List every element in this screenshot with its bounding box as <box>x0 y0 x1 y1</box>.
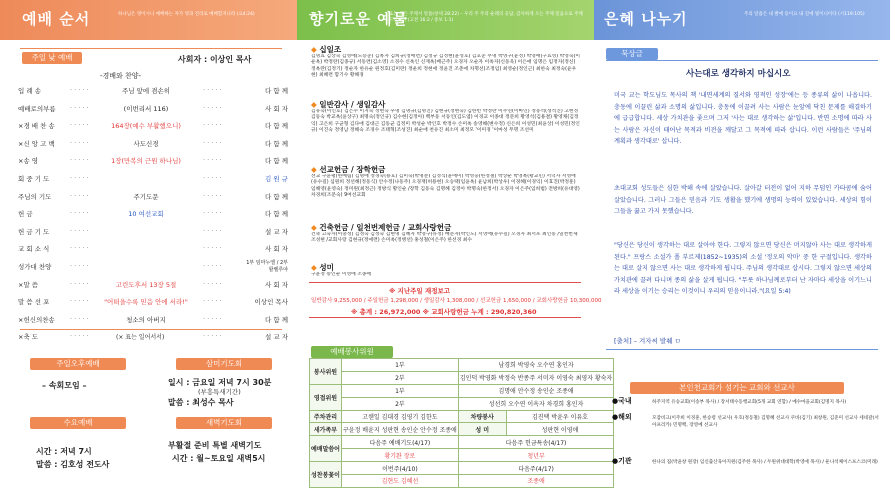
dawn-prayer-title: 부활절 준비 특별 새벽기도 <box>168 441 262 450</box>
table-cell: 남경희 박영숙 오수연 홍인자 <box>458 359 613 372</box>
order-leader: · · · · · <box>70 103 89 112</box>
table-cell: 1부 <box>341 384 458 397</box>
table-row <box>310 397 614 410</box>
offering-section-head: ◆ 선교헌금 / 장학헌금 <box>311 165 386 174</box>
offering-section-body: 구윤정 송인순 이영애 조종애 <box>311 272 372 277</box>
worship-order-column <box>0 0 297 492</box>
mission-row-overseas <box>612 414 882 450</box>
order-row <box>18 156 288 174</box>
offerings-title: 향기로운 예물 <box>309 10 409 28</box>
order-leader: · · · · · <box>203 279 222 288</box>
order-row <box>18 315 288 333</box>
order-leader: · · · · · <box>203 121 222 130</box>
table-row <box>310 436 614 449</box>
table-row <box>310 449 614 462</box>
offering-section-head: ◆ 일반감사 / 생일감사 <box>311 100 386 109</box>
offering-section-body: 김유숙(이인호) 김은수 이지숙 정현숙 우명 김명규(김명진) 김현규(정현숙) 김한빈 박정란 이주연(이마인) 정동석(성석진) 고현정 김동숙 박교옥(윤상구) 최명숙(정인규) 김수현(김정아) 백부동 서동인(김도엽) 이경교 이종대 정문희 황영석(김용결) 황영채(김정익) 고은희 구균형 김다애 김대근 김동균 김정미 박성순 박인호 박정수 손미옥 송영해(변수정) 신은희 이성민(최윤상) 이성민(정인규) 이진숙 정영남 정해숙 조경수 조태혁(조성진) 최순애 천유진 최소미 최정모 '이미경 '이마성 무명 조선미 <box>311 109 580 134</box>
order-leader: · · · · · <box>203 244 222 253</box>
table-row <box>310 359 614 372</box>
grace-sharing-title: 은혜 나누기 <box>604 10 688 28</box>
order-leader: · · · · · <box>203 191 222 200</box>
table-cell: 다음주(4/17) <box>458 462 613 475</box>
prayer-meeting-time: 일시 : 금요일 저녁 7시 30분 <box>168 378 272 387</box>
offering-section-head: ◆ 건축헌금 / 일천번제헌금 / 교회사랑헌금 <box>311 223 452 232</box>
table-cell: 구윤정 배윤지 성판현 송인순 안수정 조종애 <box>341 423 458 436</box>
offering-section-head: ◆ 십일조 <box>311 45 342 54</box>
offering-section-body: 선교 구윤평(한예림) 김명애 정경숙(용호) 김미숙(박명분) 김정식(윤애미) 박영웅(한정철) 박상순 박영옥(황교민) 서덕자 서영애(유수길) 심원희 정선해(정동식) 안수정(나동주) 오경재(허용현) 오승택(임윤옥) 윤남희(박상우) 이경혜(이경익) 이효진(박정훈) 임해영(윤영숙) 정미원(최정근) 정방식 황인순 /장학 김동숙 김명혜 김정아 박명숙(한정서) 오경자 이은주(임희범) 전방희(유대영) 차경희(조문숙) 9여선교회 <box>311 174 580 199</box>
table-row <box>310 410 614 423</box>
order-leader: · · · · · <box>70 226 89 235</box>
order-person: 설 교 자 <box>265 333 288 342</box>
order-content: 주기도문 <box>133 192 159 201</box>
order-item: 회 중 기 도 <box>18 175 50 183</box>
order-leader: · · · · · <box>203 138 222 147</box>
order-content: 164장(예수 부활했으니) <box>111 122 181 131</box>
order-item: 말 씀 선 포 <box>18 298 50 307</box>
prayer-meeting-tag: 삼미기도회 <box>176 358 272 370</box>
order-row <box>18 174 288 192</box>
order-leader: · · · · · <box>70 297 89 306</box>
praise-subtitle: -경배와 찬양- <box>100 72 142 80</box>
order-person: 사 회 자 <box>265 280 288 289</box>
table-row <box>310 384 614 397</box>
table-row <box>310 475 614 488</box>
order-item: ×송 영 <box>18 157 39 166</box>
order-row <box>18 209 288 227</box>
table-cell: 1부 <box>341 359 458 372</box>
order-item: 교 회 소 식 <box>18 245 50 254</box>
table-cell: 황기완 장로 <box>341 449 458 462</box>
order-leader: · · · · · <box>70 138 89 147</box>
offerings-column <box>297 0 613 492</box>
order-row <box>18 280 288 298</box>
table-cell: 김명애 안수정 송인순 조종애 <box>458 384 613 397</box>
order-person: 다 함 께 <box>265 139 288 148</box>
presider: 사회자 : 이상인 목사 <box>178 55 252 64</box>
order-item: 성가대 찬양 <box>18 263 52 271</box>
mission-text: 한나의 집(박윤창 원장) 임신출산육아지원(김주한 목사) / 두원위대대학(박영애 목사) / 둔나석체이스프스코(미래) <box>652 460 878 465</box>
table-cell: 청년부 <box>458 449 613 462</box>
volunteers-tag: 예배봉사위원 <box>311 346 393 358</box>
grace-sharing-column <box>594 0 890 492</box>
table-cell: 이번주(4/10) <box>341 462 458 475</box>
order-content: 고린도후서 13장 5절 <box>115 280 177 289</box>
mission-head: ●해외 <box>612 413 632 421</box>
table-cell: 2부 <box>341 397 458 410</box>
order-content: 주님 앞에 겸손히 <box>121 87 171 95</box>
table-cell: 조종애 <box>458 475 613 488</box>
order-item: 입 례 송 <box>18 87 41 95</box>
order-item: ×헌신의찬송 <box>18 315 55 324</box>
wednesday-worship-tag: 수요예배 <box>30 417 126 429</box>
order-leader: · · · · · <box>70 244 89 253</box>
mission-tag: 본인천교회가 섬기는 교회와 선교사 <box>630 382 844 394</box>
offering-section-body: 김명효 김상숙 김영애(노승준) 김옥자 김희규(정애련) 김정규 김정현(윤성호) 김호준 무명 박영구(윤정) 박영애(구효영) 박영숙(이운옥) 박정란(김종규) 서동련(김소영) 소경수 신옥인 신재옥(배근주) 오경자 오순자 이옥자(신동욱) 이은애 임명은 임정자(정신) 정옥란(김정기) 정순자 한유순 원정호(김미란) 정운희 정현애 정윤진 조춘애 차명선(조정임) 최영순(정인근) 최한숙 최정숙(윤우현) 최혜련 함기수 황해경 <box>311 54 581 79</box>
table-cell: 고웬일 김대경 김영기 김한도 <box>341 410 458 423</box>
table-cell: 주차관리 <box>310 410 342 423</box>
order-person: 다 함 께 <box>265 192 288 201</box>
table-cell: 성 미 <box>458 423 506 436</box>
meditation-title: 사는대로 생각하지 마십시오 <box>686 69 791 79</box>
standing-note: (× 표는 일어서서) <box>116 334 165 341</box>
meditation-paragraph: 초대교회 성도들은 심한 박해 속에 살았습니다. 살아갈 터전이 없어 지하 무덤인 카타콤에 숨어 살았습니다. 그러나 그들은 믿음과 기도 생활을 했기에 생명의 능력이 있었습니다. 세상의 힘이 그들을 꿇고 가지 못했습니다. <box>614 185 872 215</box>
order-content: "어떠을수록 믿음 안에 서라!" <box>104 298 188 307</box>
grace-sharing-header <box>594 0 890 40</box>
order-leader: · · · · · <box>70 174 89 182</box>
order-row <box>18 139 288 157</box>
table-cell: 다음주 예배기도(4/17) <box>341 436 458 449</box>
order-person: 사 회 자 <box>265 245 288 254</box>
order-leader: · · · · · <box>203 86 222 94</box>
table-row <box>310 462 614 475</box>
offering-section-body: 건축 고숙자(이충성) 김정숙 김정숙 김현명 김혜자 박영구(유정) 배문자(박인도) 서영애(유수길) 오경자 최서포 최인동 /일천번제 조성현 /교회사랑 김현규(정애련) 손미옥(정병선) 홍성철(이은주) 한선경 최수 <box>311 232 578 244</box>
order-person: 다 함 께 <box>265 122 288 131</box>
order-leader: · · · · · <box>70 332 89 341</box>
table-cell: 다음주 헌금특송(4/17) <box>458 436 613 449</box>
finance-report-items: 일반감사 9,255,000 / 주일헌금 1,298,000 / 생일감사 1,308,000 / 선교헌금 1,650,000 / 교회사랑헌금 10,300,000 <box>311 298 602 304</box>
order-person: 1부 임마누엘 / 2부 할렐루야 <box>246 260 288 273</box>
table-cell: 성찬봉꽃이 <box>310 462 342 488</box>
table-row <box>310 423 614 436</box>
order-leader: · · · · · <box>70 86 89 94</box>
order-row <box>18 227 288 245</box>
prayer-meeting-note: (부흥특새기간) <box>198 388 241 396</box>
order-leader: · · · · · <box>70 156 89 165</box>
order-leader: · · · · · <box>203 156 222 165</box>
meditation-paragraph: "당신은 당신이 생각하는 대로 살아야 한다. 그렇지 않으면 당신은 머지않아 사는 대로 생각하게 된다." 프랑스 소설가 폴 부르제(1852~1935)의 소설 '정오의 악마' 중 한 구절입니다. 생각하는 대로 살지 않으면 사는 대로 생각하게 됩니다. 주님의 생각대로 삽시다. 그렇지 않으면 세상의 가치관에 끌려 다니며 종의 삶을 살게 됩니다. "무릇 하나님께로부터 난 자마다 세상을 이기느니라 세상을 이기는 승리는 이것이니 우리의 믿음이니라."(요일 5:4) <box>614 242 872 295</box>
wednesday-speaker: 말씀 : 김호성 전도사 <box>36 460 110 469</box>
mission-row-institution <box>612 458 882 478</box>
order-item: 헌 금 <box>18 210 33 219</box>
order-person: 다 함 께 <box>265 87 288 95</box>
finance-report <box>309 282 602 318</box>
order-leader: · · · · · <box>203 174 222 182</box>
table-cell: 성선희 오수연 이옥자 차경희 홍인자 <box>458 397 613 410</box>
order-leader: · · · · · <box>70 314 89 323</box>
order-leader: · · · · · <box>70 121 89 130</box>
meditation-tag: 묵상글 <box>606 48 658 60</box>
table-cell: 김진택 박윤우 이유호 <box>506 410 614 423</box>
order-leader: · · · · · <box>203 332 222 341</box>
order-row <box>18 121 288 139</box>
afternoon-worship-text: – 속회모임 – <box>42 381 87 390</box>
order-person: 설 교 자 <box>265 227 288 236</box>
mission-head: ●기관 <box>612 457 632 465</box>
order-leader: · · · · · <box>70 262 89 270</box>
table-cell: 차량봉사 <box>458 410 506 423</box>
offering-section-head: ◆ 성미 <box>311 263 334 272</box>
order-leader: · · · · · <box>203 314 222 323</box>
order-person: 다 함 께 <box>265 210 288 219</box>
offerings-note: 또는 모든 주께서 말씀(창세 28:22) – 우리 주 주의 순례의 응답, 감사하게 오는 주께 믿음으로 주께 드립니다 (고전 16:2 / 중보 1:1) <box>389 12 583 23</box>
order-item: ×축 도 <box>18 333 39 342</box>
meditation-source: [출처] – 겨자씨 발췌 ㅁ <box>614 337 681 345</box>
afternoon-worship-tag: 주일오후예배 <box>30 358 126 370</box>
order-leader: · · · · · <box>203 262 222 270</box>
order-leader: · · · · · <box>70 191 89 200</box>
table-cell: 2부 <box>341 371 458 384</box>
order-content: 10 여선교회 <box>128 210 164 219</box>
sunday-worship-tag: 주일 낮 예배 <box>22 52 82 64</box>
order-leader: · · · · · <box>203 209 222 218</box>
dawn-prayer-time: 시간 : 월~토요일 새벽5시 <box>172 454 266 463</box>
order-row <box>18 297 288 315</box>
table-row <box>310 371 614 384</box>
order-item: ×말 씀 <box>18 280 39 289</box>
table-cell: 예배말씀어 <box>310 436 342 462</box>
order-content: 청소의 아버지 <box>126 315 166 324</box>
table-cell: 영접위원 <box>310 384 342 410</box>
order-item: 헌 금 기 도 <box>18 227 50 236</box>
offerings-header <box>297 0 594 40</box>
order-leader: · · · · · <box>70 279 89 288</box>
order-leader: · · · · · <box>203 103 222 112</box>
order-content: (이번리서 116) <box>123 104 169 113</box>
prayer-meeting-speaker: 말씀 : 최성수 목사 <box>168 398 234 407</box>
order-item: ×신 앙 고 백 <box>18 139 55 148</box>
order-person: 다 함 께 <box>265 315 288 324</box>
mission-text: 모잠비크(이주희 이경훈, 한승령 선교사) 우호(정동철) 김명혜 선교사 쿠바(김기) 최창원, 김준미 선교사 세네갈(서아프리카) 민명백, 장영예 선교사 <box>652 416 879 428</box>
dawn-prayer-tag: 새벽기도회 <box>176 417 272 429</box>
order-person: 김 원 규 <box>265 175 288 183</box>
mission-text: 하주지역 유승교회(이송부 목사) / 장서태수동행교회(5개 교회 연합) / 예수마을교회(김명지 목사) <box>652 400 847 405</box>
order-person: 사 회 자 <box>265 104 288 113</box>
order-leader: · · · · · <box>203 297 222 306</box>
mission-head: ●국내 <box>612 397 632 405</box>
order-row <box>18 192 288 210</box>
table-cell: 봉사위원 <box>310 359 342 385</box>
finance-report-title: ※ 지난주일 재정보고 <box>389 287 451 295</box>
worship-order-header <box>0 0 297 40</box>
order-leader: · · · · · <box>203 226 222 235</box>
order-content: 1장(만복의 근원 하나님) <box>111 157 181 166</box>
worship-order-note: 하나님은 영이시니 예배하는 자가 영과 진리로 예배할지니라 (요4:24) <box>118 12 255 17</box>
order-content: 사도신경 <box>133 139 159 148</box>
order-item: ×경 배 찬 송 <box>18 122 55 131</box>
volunteers-table <box>309 358 614 488</box>
order-row <box>18 86 288 104</box>
order-person: 이상인 목사 <box>254 298 288 307</box>
table-cell: 김현도 김혜선 <box>341 475 458 488</box>
grace-sharing-note: 주의 말씀은 내 발에 등이요 내 길에 빛이니이다 (시119:105) <box>744 12 865 17</box>
worship-order-title: 예배 순서 <box>22 10 91 28</box>
order-leader: · · · · · <box>70 209 89 218</box>
table-cell: 새가족부 <box>310 423 342 436</box>
order-item: 예배로의부름 <box>18 104 56 113</box>
finance-report-total: ※ 총계 : 26,972,000 ※ 교회사랑헌금 누계 : 290,820,360 <box>351 308 537 316</box>
order-item: 주님의 기도 <box>18 192 52 201</box>
mission-row-domestic <box>612 398 882 412</box>
order-row <box>18 104 288 122</box>
order-person: 다 함 께 <box>265 157 288 166</box>
table-cell: 김인덕 박영화 박정숙 반종주 서미자 이영숙 최영자 황숙자 <box>458 371 613 384</box>
wednesday-time: 시간 : 저녁 7시 <box>36 447 92 456</box>
meditation-paragraph: 미국 교는 학도님도 목사의 책 '내면세계의 질서와 영적인 성장'에는 등 종류의 삶이 나옵니다. 충동에 이끌린 삶과 소명의 삶입니다. 충동에 이끌려 사는 사람은 눈앞에 닥친 문제를 해결하기에 급급합니다. 세상 가치관을 좇으며 그저 '사는 대로 생각하는 삶'입니다. 반면 소명에 따라 사는 사람은 자신이 태어난 목적과 비전을 깨달고 그 목적에 따라 삽니다. 이런 사람들은 '주님의 계획과 생각대로' 삽니다. <box>614 92 872 145</box>
order-row <box>18 262 288 280</box>
table-cell: 성판현 이영애 <box>506 423 614 436</box>
